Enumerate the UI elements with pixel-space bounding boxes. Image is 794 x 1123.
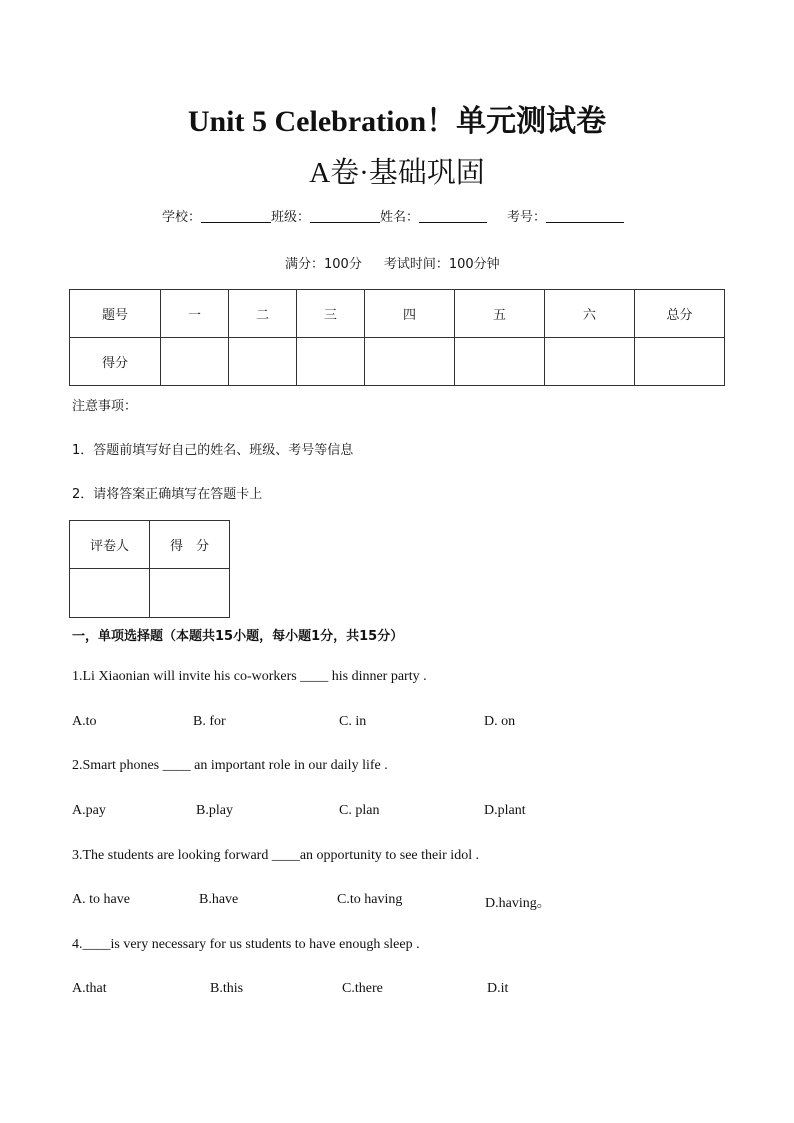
- score-table: [69, 289, 725, 386]
- exam-meta: [285, 253, 500, 272]
- option-c[interactable]: C.to having: [337, 892, 403, 907]
- header-cell: 六: [545, 290, 635, 338]
- note-item: 2．请将答案正确填写在答题卡上: [72, 487, 263, 502]
- full-score: 满分：100分: [285, 257, 362, 272]
- grader-label: 评卷人: [70, 521, 150, 569]
- option-d[interactable]: D.plant: [484, 803, 526, 818]
- option-b[interactable]: B. for: [193, 714, 226, 729]
- option-d[interactable]: D. on: [484, 714, 516, 729]
- grader-cell[interactable]: [70, 569, 150, 618]
- header-cell: 五: [455, 290, 545, 338]
- score-cell[interactable]: [229, 338, 297, 386]
- school-field[interactable]: [201, 208, 271, 223]
- option-c[interactable]: C. plan: [339, 803, 380, 818]
- option-b[interactable]: B.this: [210, 981, 244, 996]
- question-stem: 4.____is very necessary for us students to have enough sleep .: [72, 937, 420, 952]
- option-c[interactable]: C. in: [339, 714, 367, 729]
- option-a[interactable]: A.pay: [72, 803, 106, 818]
- score-cell[interactable]: [635, 338, 725, 386]
- score-cell[interactable]: [545, 338, 635, 386]
- score-cell[interactable]: [161, 338, 229, 386]
- option-b[interactable]: B.play: [196, 803, 233, 818]
- option-c[interactable]: C.there: [342, 981, 383, 996]
- option-d[interactable]: D.having。: [485, 896, 551, 911]
- header-cell: 二: [229, 290, 297, 338]
- name-field[interactable]: [419, 208, 487, 223]
- header-cell: 题号: [70, 290, 161, 338]
- number-field[interactable]: [546, 208, 624, 223]
- option-b[interactable]: B.have: [199, 892, 239, 907]
- class-field[interactable]: [310, 208, 380, 223]
- page-subtitle: A卷·基础巩固: [309, 157, 485, 189]
- number-label: 考号：: [507, 210, 547, 225]
- grader-score-cell[interactable]: [150, 569, 230, 618]
- section-heading: 一，单项选择题（本题共15小题，每小题1分，共15分）: [72, 629, 404, 644]
- header-cell: 一: [161, 290, 229, 338]
- option-d[interactable]: D.it: [487, 981, 509, 996]
- score-cell[interactable]: [297, 338, 365, 386]
- score-cell[interactable]: [365, 338, 455, 386]
- score-cell[interactable]: [455, 338, 545, 386]
- page-title: Unit 5 Celebration！单元测试卷: [187, 105, 607, 138]
- header-cell: 四: [365, 290, 455, 338]
- option-a[interactable]: A. to have: [72, 892, 130, 907]
- question-stem: 1.Li Xiaonian will invite his co-workers ____ his dinner party .: [72, 669, 427, 684]
- student-info-line: [162, 206, 624, 225]
- score-table-header-row: [70, 290, 725, 338]
- option-a[interactable]: A.that: [72, 981, 107, 996]
- school-label: 学校：: [162, 210, 202, 225]
- question-stem: 3.The students are looking forward ____an opportunity to see their idol .: [72, 848, 480, 863]
- class-label: 班级：: [271, 210, 311, 225]
- header-cell: 总分: [635, 290, 725, 338]
- note-item: 1．答题前填写好自己的姓名、班级、考号等信息: [72, 443, 354, 458]
- option-a[interactable]: A.to: [72, 714, 97, 729]
- question-stem: 2.Smart phones ____ an important role in our daily life .: [72, 758, 388, 773]
- notes-heading: 注意事项：: [72, 399, 138, 414]
- grader-table: [69, 520, 230, 618]
- score-table-score-row: [70, 338, 725, 386]
- name-label: 姓名：: [380, 210, 420, 225]
- grader-score-label: 得 分: [150, 521, 230, 569]
- row-label: 得分: [70, 338, 161, 386]
- exam-time: 考试时间：100分钟: [383, 257, 500, 272]
- header-cell: 三: [297, 290, 365, 338]
